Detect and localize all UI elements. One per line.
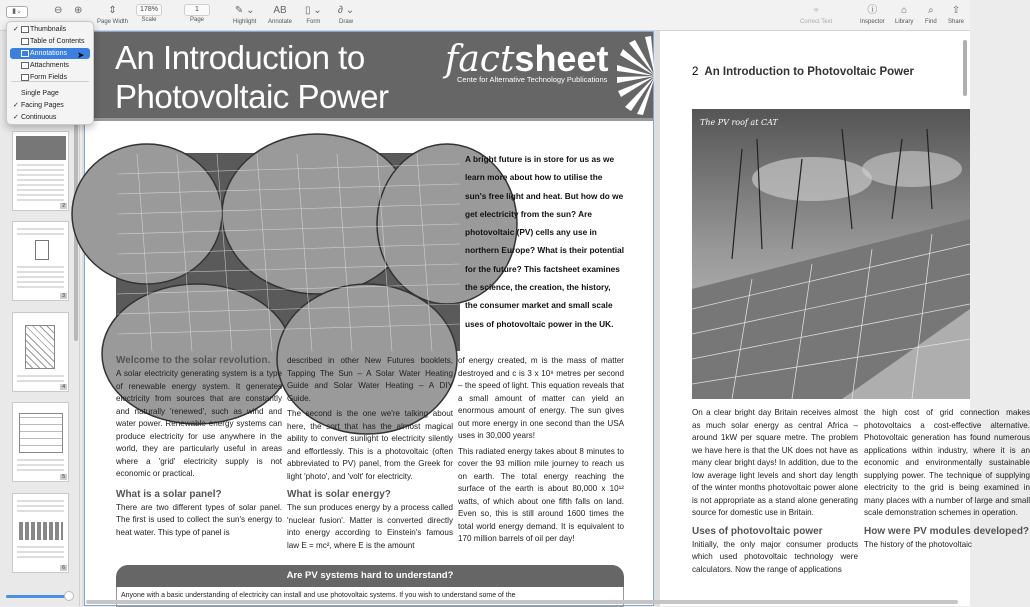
attachments-icon xyxy=(21,62,29,69)
thumbnail-page-number: 6 xyxy=(62,565,65,571)
thumbnail-page-number: 3 xyxy=(62,293,65,299)
draw-label: Draw xyxy=(339,19,354,25)
thumbnail-photo xyxy=(16,136,66,160)
heading-solar-revolution: Welcome to the solar revolution. xyxy=(116,355,271,366)
column-1 xyxy=(116,355,282,542)
paragraph: On a clear bright day Britain receives almost as much solar energy as central Africa – around 1kW per square metre. The problem we have here is that the UK does not have as many clear bright days! In addition, due to the low average light levels and short day length of the winter months photovoltaic power alone is not appropriate as a stand alone generating source for domestic use in Britain. xyxy=(692,408,858,517)
form-icon: ▯ ⌄ xyxy=(305,5,322,16)
paragraph: of energy created, m is the mass of matter destroyed and c is 3 x 10⁸ metres per second – the speed of light. This equation reveals that a small amount of matter can yield an enormous amount of energy. The sun gives out more energy in one second than the USA uses in 30,000 years! xyxy=(458,356,624,440)
thumbnail-page[interactable] xyxy=(12,312,69,392)
form-label: Form xyxy=(306,19,321,25)
library-button[interactable] xyxy=(895,4,913,25)
pv-roof-photo xyxy=(692,109,970,399)
page-width-label: Page Width xyxy=(97,19,129,25)
info-box-title: Are PV systems hard to understand? xyxy=(116,565,624,587)
toolbar xyxy=(0,0,970,31)
find-label: Find xyxy=(925,19,937,25)
zoom-in-button[interactable] xyxy=(74,4,82,18)
scale-control[interactable] xyxy=(136,4,162,23)
menu-item-single-page[interactable]: Single Page xyxy=(21,90,59,97)
paragraph: This radiated energy takes about 8 minutes to cover the 93 million mile journey to reach us on earth. The total energy reaching the surface of the earth is about 80,000 x 10¹² watts, of which about one fifth falls on land. Even so, this is still around 1600 times the total world energy demand. It is equivalent to 170 million barrels of oil per day! xyxy=(458,446,624,543)
zoom-out-button[interactable] xyxy=(54,4,62,18)
find-button[interactable] xyxy=(925,4,937,25)
correct-text-icon: ⌖ xyxy=(813,5,819,16)
sidebar-toggle-button[interactable] xyxy=(6,6,28,18)
paragraph: A solar electricity generating system is a type of renewable energy system. It generates electricity from sources that are constantly and naturally 'renewed', such as wind and water power. Renewable energy systems can produce electricity for use anywhere in the world, they are particularly useful in areas where a 'grid' electricity supply is not economic or practical. xyxy=(116,369,282,478)
pv-roof-image xyxy=(692,109,970,399)
correct-text-button[interactable] xyxy=(800,4,832,25)
sidebar-icon: ▮⌄ xyxy=(6,6,28,18)
menu-separator xyxy=(11,81,89,82)
highlighter-icon: ✎ ⌄ xyxy=(234,5,255,16)
slider-knob[interactable] xyxy=(64,591,74,601)
menu-item-table-of-contents[interactable]: Table of Contents xyxy=(10,36,90,47)
thumbnail-page[interactable] xyxy=(12,221,69,301)
sidebar-view-menu xyxy=(6,21,94,125)
draw-button[interactable] xyxy=(338,4,354,25)
page-1 xyxy=(84,31,654,606)
library-label: Library xyxy=(895,19,914,25)
zoom-out-icon: ⊖ xyxy=(54,5,63,16)
heading-solar-panel: What is a solar panel? xyxy=(116,488,222,500)
thumbnail-size-slider[interactable] xyxy=(6,595,72,598)
share-label: Share xyxy=(948,19,965,25)
solar-cells-image xyxy=(117,154,460,351)
paragraph: The sun produces energy by a process called 'nuclear fusion'. Matter is converted directly into energy according to Einstein's famous law E = mc², where E is the amount xyxy=(287,503,453,550)
annotate-button[interactable] xyxy=(268,4,292,25)
page-title: An Introduction to Photovoltaic Power xyxy=(115,39,389,115)
page-2-column-2 xyxy=(864,407,1030,554)
annotate-icon: AB xyxy=(273,5,287,16)
thumbnail-page[interactable] xyxy=(12,402,69,482)
vertical-scrollbar[interactable] xyxy=(963,40,967,96)
form-button[interactable] xyxy=(305,4,322,25)
paragraph: described in other New Futures booklets, Tapping The Sun – A Solar Water Heating Guide and Solar Water Heating – A DIY Guide. xyxy=(287,356,453,403)
info-icon: ⓘ xyxy=(867,5,878,16)
scale-label: Scale xyxy=(141,17,157,23)
share-icon: ⇧ xyxy=(951,5,961,16)
menu-item-form-fields[interactable]: Form Fields xyxy=(10,72,90,83)
paragraph: The history of the photovoltaic xyxy=(864,539,972,549)
thumbnail-page-number: 2 xyxy=(62,203,65,209)
menu-item-annotations[interactable]: Annotations xyxy=(10,48,90,59)
thumbnail-page[interactable] xyxy=(12,493,69,573)
library-icon: ⌂ xyxy=(901,5,908,16)
menu-item-thumbnails[interactable]: ✓ Thumbnails xyxy=(13,26,67,33)
thumbnail-page-number: 5 xyxy=(62,474,65,480)
annotate-label: Annotate xyxy=(268,19,293,25)
correct-text-label: Correct Text xyxy=(800,19,833,25)
page-width-icon: ⇕ xyxy=(108,5,117,16)
menu-item-attachments[interactable]: Attachments xyxy=(10,60,90,71)
page-control[interactable] xyxy=(184,4,210,23)
zoom-in-icon: ⊕ xyxy=(74,5,83,16)
draw-icon: ∂ ⌄ xyxy=(338,5,355,16)
page-2 xyxy=(660,31,1030,606)
inspector-button[interactable] xyxy=(860,4,885,25)
highlight-button[interactable] xyxy=(233,4,256,25)
horizontal-scrollbar[interactable] xyxy=(86,600,958,604)
page-2-column-1 xyxy=(692,407,858,579)
page-number: 2 xyxy=(692,66,699,78)
column-3 xyxy=(458,355,624,549)
title-banner xyxy=(85,32,653,121)
toc-icon xyxy=(21,38,29,45)
page-number-field[interactable]: 1 xyxy=(184,4,210,16)
search-icon: ⌕ xyxy=(928,5,934,16)
form-fields-icon xyxy=(21,74,29,81)
inspector-label: Inspector xyxy=(860,19,885,25)
heading-solar-energy: What is solar energy? xyxy=(287,489,391,500)
document-viewer[interactable] xyxy=(82,31,1030,606)
heading-uses: Uses of photovoltaic power xyxy=(692,525,823,537)
highlight-label: Highlight xyxy=(233,19,257,25)
info-box-text: Anyone with a basic understanding of electricity can install and use photovoltaic systems. If you wish to understand some of the xyxy=(116,587,624,607)
solar-cell-photo xyxy=(116,153,459,350)
scale-field[interactable]: 178% xyxy=(136,4,162,16)
heading-pv-history: How were PV modules developed? xyxy=(864,525,1030,537)
paragraph: the high cost of grid connection makes photovoltaics a cost-effective alternative. Photovoltaic generation has found numerous applications within industry, where it is an economic and environmentally sustainable supplying power. The technique of supplying electricity to the grid is being examined in many places with a number of large and small scale demonstration schemes in operation. xyxy=(864,408,1030,517)
annotations-icon xyxy=(21,50,29,57)
menu-item-facing-pages[interactable]: ✓ Facing Pages xyxy=(13,102,64,109)
page-2-header: 2 An Introduction to Photovoltaic Power xyxy=(692,66,914,78)
thumbnails-icon xyxy=(21,26,29,33)
thumbnail-page-number: 4 xyxy=(62,384,65,390)
paragraph: There are two different types of solar panel. The first is used to collect the sun's energy to heat water. This type of panel is xyxy=(116,502,282,537)
paragraph: The second is the one we're talking about here, the sort that has the almost magical ability to convert sunlight to electricity silently and effortlessly. This is a photovoltaic (often abbreviated to PV) panel, from the Greek for light 'photo', and 'volt' for electricity. xyxy=(287,409,453,481)
sunburst-logo-icon xyxy=(615,35,655,117)
factsheet-logo: factsheet xyxy=(445,38,609,80)
page-label: Page xyxy=(189,17,204,23)
share-button[interactable] xyxy=(948,4,964,25)
publisher-line: Cente for Alternative Technology Publications xyxy=(457,75,608,84)
menu-item-continuous[interactable]: ✓ Continuous xyxy=(13,114,57,121)
paragraph: Initially, the only major consumer products which used photovoltaic technology were calculators. Now the range of applications xyxy=(692,539,858,574)
photo-caption: The PV roof at CAT xyxy=(700,118,778,127)
mouse-pointer-icon: ➤ xyxy=(77,50,85,60)
intro-paragraph: A bright future is in store for us as we learn more about how to utilise the sun's free light and heat. But how do we get electricity from the sun? Are photovoltaic (PV) cells any use in northern Europe? What is their potential for the future? This factsheet examines the science, the creation, the history, the consumer market and small scale uses of photovoltaic power in the UK. xyxy=(465,154,625,329)
page-width-button[interactable] xyxy=(97,4,128,25)
column-2 xyxy=(287,355,453,555)
thumbnail-page[interactable] xyxy=(12,131,69,211)
